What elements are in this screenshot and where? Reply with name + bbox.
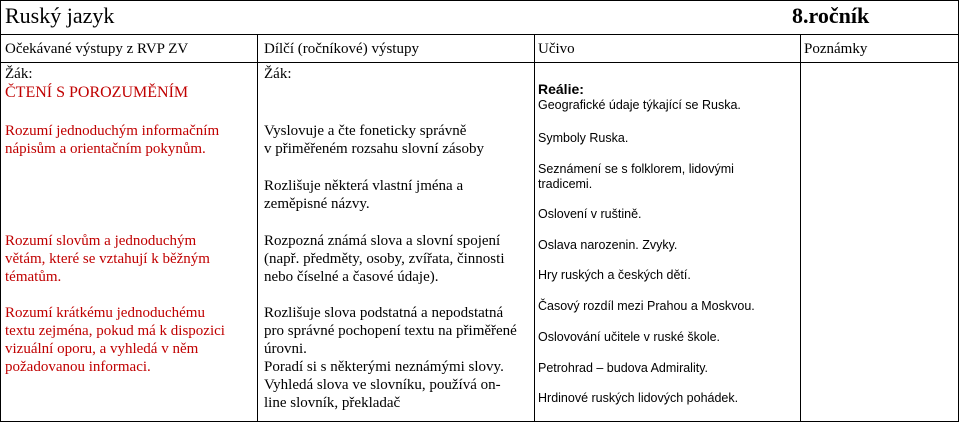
pupil-label: Žák: — [5, 66, 33, 82]
subject-title: Ruský jazyk — [5, 3, 115, 28]
partial-4-line-5: Vyhledá slova ve slovníku, používá on- — [264, 377, 501, 393]
output-3-line-3: vizuální oporu, a vyhledá v něm — [5, 341, 199, 357]
output-1-line-2: nápisům a orientačním pokynům. — [5, 141, 206, 157]
curriculum-item-petrograd: Petrohrad – budova Admirality. — [538, 361, 709, 375]
curriculum-item-addressing: Oslovení v ruštině. — [538, 207, 642, 221]
output-2-line-1: Rozumí slovům a jednoduchým — [5, 233, 197, 249]
col-divider-2 — [534, 34, 535, 422]
column-header-partial: Dílčí (ročníkové) výstupy — [264, 41, 419, 57]
partial-4-line-4: Poradí si s některými neznámými slovy. — [264, 359, 504, 375]
output-2-line-3: tématům. — [5, 269, 62, 285]
top-border — [0, 0, 959, 1]
curriculum-item-birthday: Oslava narozenin. Zvyky. — [538, 238, 678, 252]
partial-3-line-3: nebo číselné a časové údaje). — [264, 269, 439, 285]
column-header-outputs: Očekávané výstupy z RVP ZV — [5, 41, 189, 57]
partial-4-line-2: pro správné pochopení textu na přiměřené — [264, 323, 517, 339]
partial-1-line-2: v přiměřeném rozsahu slovní zásoby — [264, 141, 484, 157]
col-divider-1 — [257, 34, 258, 422]
section-title: ČTENÍ S POROZUMĚNÍM — [5, 84, 189, 101]
partial-2-line-1: Rozlišuje některá vlastní jména a — [264, 178, 464, 194]
pupil-label: Žák: — [264, 66, 292, 82]
curriculum-item-folklore-line-2: tradicemi. — [538, 177, 593, 191]
curriculum-item-teacher-addressing: Oslovování učitele v ruské škole. — [538, 330, 721, 344]
output-3-line-4: požadovanou informaci. — [5, 359, 151, 375]
partial-2-line-2: zeměpisné názvy. — [264, 196, 370, 212]
output-1-line-1: Rozumí jednoduchým informačním — [5, 123, 220, 139]
curriculum-item-time-difference: Časový rozdíl mezi Prahou a Moskvou. — [538, 299, 755, 313]
partial-4-line-3: úrovni. — [264, 341, 307, 357]
curriculum-item-games: Hry ruských a českých dětí. — [538, 268, 691, 282]
partial-3-line-1: Rozpozná známá slova a slovní spojení — [264, 233, 501, 249]
grade-label: 8.ročník — [792, 3, 870, 28]
notes-cell — [801, 63, 958, 421]
curriculum-item-geography: Geografické údaje týkající se Ruska. — [538, 98, 741, 112]
partial-4-line-6: line slovník, překladač — [264, 395, 401, 411]
partial-1-line-1: Vyslovuje a čte foneticky správně — [264, 123, 467, 139]
column-header-curriculum: Učivo — [538, 41, 575, 57]
curriculum-item-symbols: Symboly Ruska. — [538, 131, 629, 145]
realia-title: Reálie: — [538, 81, 584, 97]
output-3-line-2: textu zejména, pokud má k dispozici — [5, 323, 225, 339]
partial-4-line-1: Rozlišuje slova podstatná a nepodstatná — [264, 305, 504, 321]
column-header-notes: Poznámky — [804, 41, 868, 57]
header-divider — [0, 34, 959, 35]
curriculum-item-fairytale-heroes: Hrdinové ruských lidových pohádek. — [538, 391, 739, 405]
output-3-line-1: Rozumí krátkému jednoduchému — [5, 305, 205, 321]
partial-3-line-2: (např. předměty, osoby, zvířata, činnosti — [264, 251, 505, 267]
output-2-line-2: větám, které se vztahují k běžným — [5, 251, 210, 267]
curriculum-item-folklore-line-1: Seznámení se s folklorem, lidovými — [538, 162, 734, 176]
left-border — [0, 0, 1, 422]
